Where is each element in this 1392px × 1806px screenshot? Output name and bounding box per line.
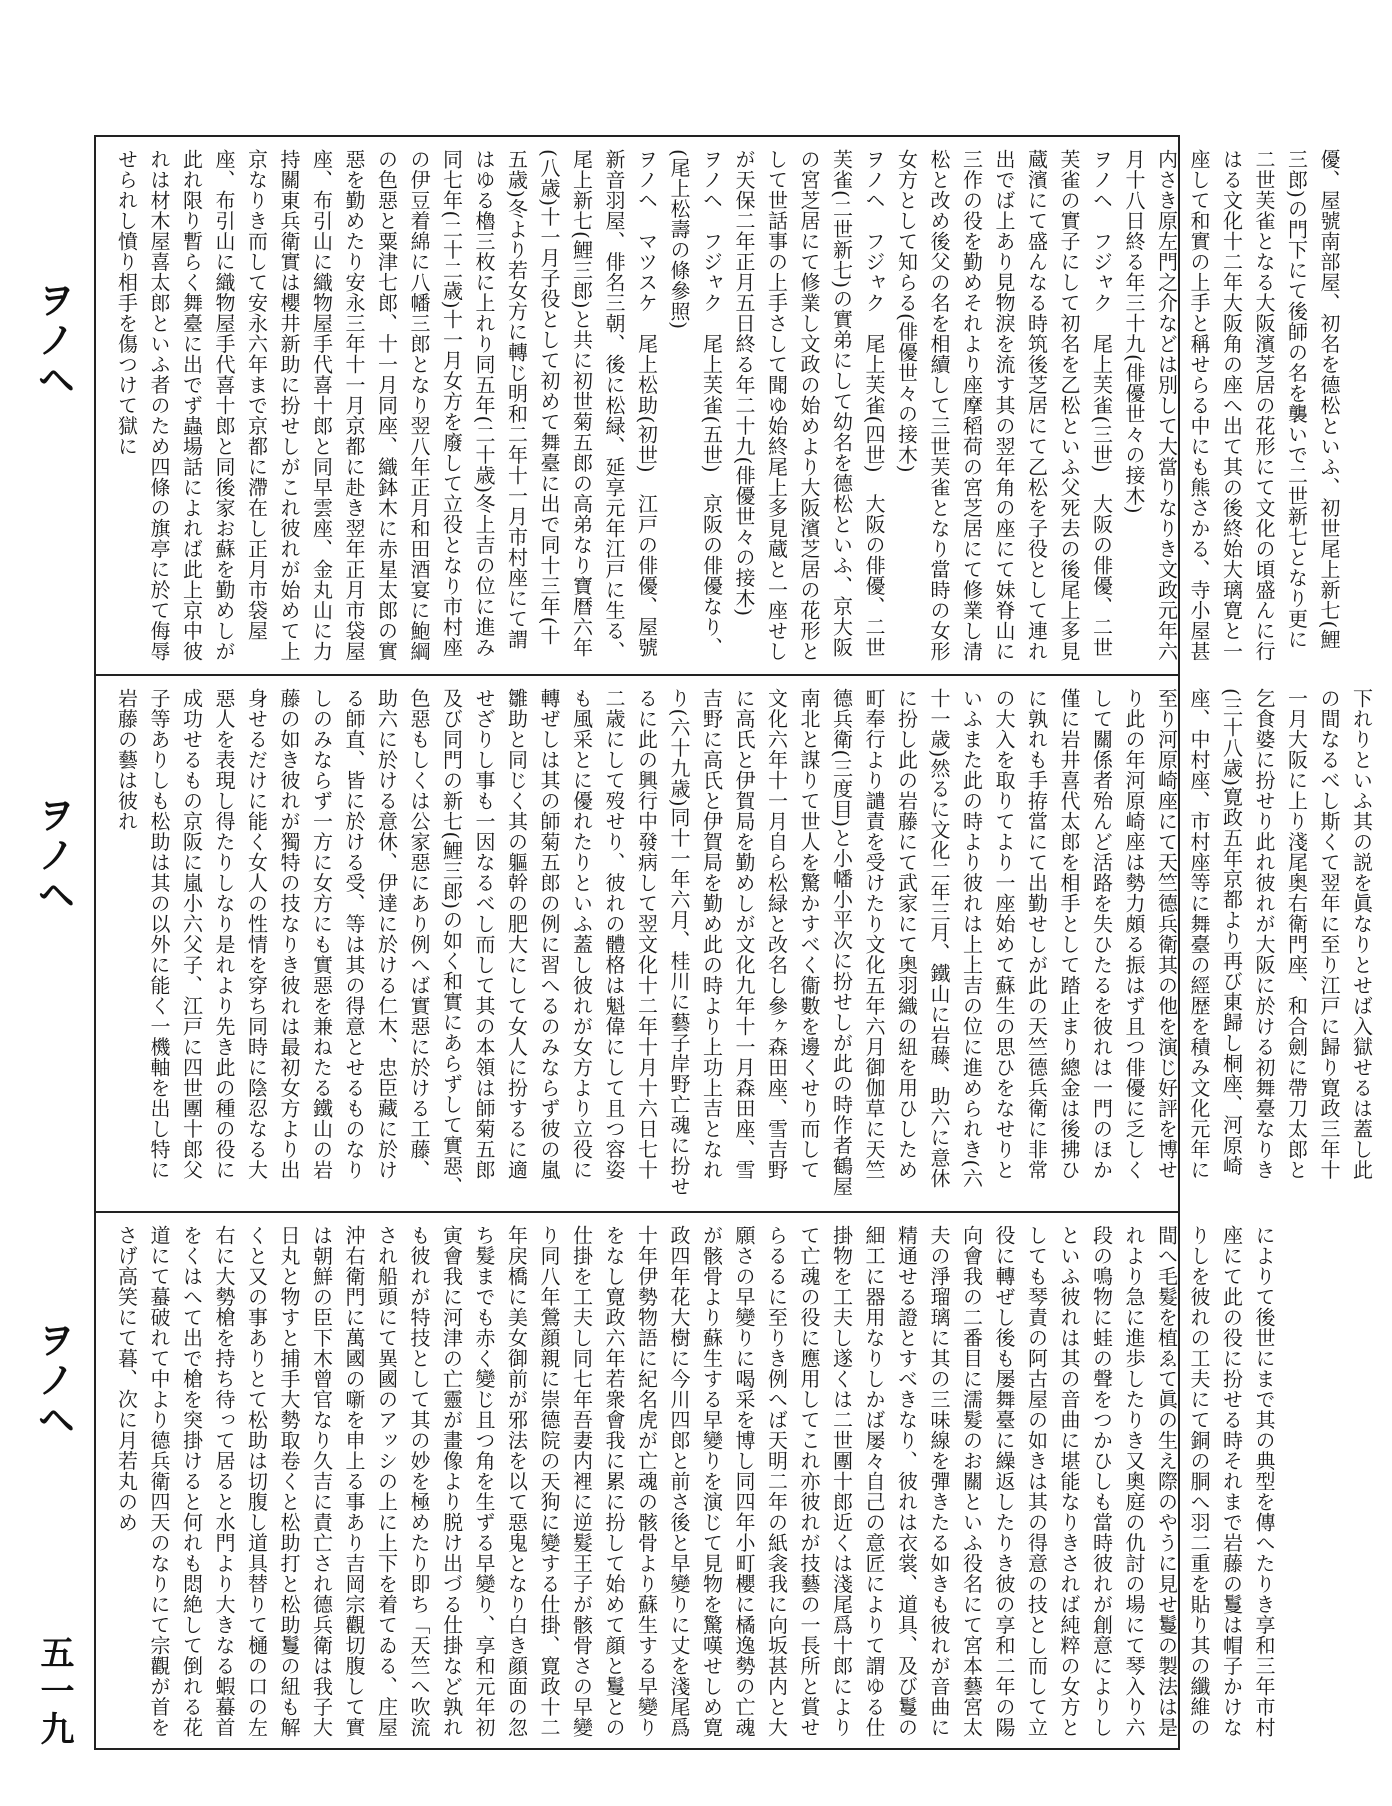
page-number: 五一九 (34, 1635, 74, 1749)
running-head-middle: ヲノヘ (31, 795, 76, 915)
text-column-top: 優、屋號南部屋、初名を德松といふ、初世尾上新七(鯉三郎)の門下にて後師の名を襲いで二世新七となり更に二世芙雀となる大阪濱芝居の花形にて文化の頃盛んに行はる文化十二年大阪角の座へ出て其の後終始大璃寛と一座して和實の上手と稱せらる中にも熊さかる、寺小屋甚内さき原左門之介などは別して大當りなりき文政元年六月十八日終る年三十九(俳優世々の接木) ヲノヘ フジャク 尾上芙雀(三世) 大阪の俳優、二世芙雀の實子にして初名を乙松といふ父死去の後尾上多見蔵濱にて盛んなる時筑後芝居にて乙松を子役として連れ出でば上あり見物淚を流す其の翌年角の座にて妹脊山に三作の役を勤めそれより座摩稻荷の宮芝居にて修業し清松と改め後父の名を相續して三世芙雀となり當時の女形女方として知らる(俳優世々の接木) ヲノヘ フジャク 尾上芙雀(四世) 大阪の俳優、二世芙雀(二世新七)の實弟にして幼名を德松といふ、京大阪の宮芝居にて修業し文政の始めより大阪濱芝居の花形として世話事の上手さして聞ゆ始終尾上多見蔵と一座せしが天保二年正月五日終る年二十九(俳優世々の接木) ヲノヘ フジャク 尾上芙雀(五世) 京阪の俳優なり、(尾上松壽の條參照) ヲノヘ マツスケ 尾上松助(初世) 江戸の俳優、屋號新音羽屋、俳名三朝、後に松緑、延享元年江戸に生る、尾上新七(鯉三郎)と共に初世菊五郎の高弟なり寶暦六年(八歳)十一月子役として初めて舞臺に出で同十三年(十五歳)冬より若女方に轉じ明和二年十一月市村座にて謂はゆる櫓三枚に上れり同五年(二十歳)冬上吉の位に進み同七年(二十二歳)十一月女方を廢して立役となり市村座の伊豆着綿に八幡三郎となり翌八年正月和田酒宴に鮑綱の色惡と粟津七郎、十一月同座、織鉢木に赤星太郎の實惡を勤めたり安永三年十一月京都に赴き翌年正月市袋屋座、布引山に織物屋手代喜十郎と同早雲座、金丸山に力持關東兵衛實は櫻井新助に扮せしがこれ彼れが始めて上京なりき而して安永六年まで京都に滯在し正月市袋屋座、布引山に織物屋手代喜十郎と同後家お蘇を勤めしが此れ限り暫らく舞臺に出でず蟲場話によれば此上京中彼れは材木屋喜太郎といふ者のため四條の旗亭に於て侮辱せられし憤り相手を傷つけて獄に (114, 149, 1341, 662)
text-band-middle (96, 676, 1374, 1211)
text-column-bottom: によりて後世にまで其の典型を傳へたりき享和三年市村座にて此の役に扮せる時それまで岩藤の鬘は帽子かけなりしを彼れの工夫にて銅の胴へ羽二重を貼り其の纖維の間へ毛髮を植ゑて眞の生え際のやうに見せ鬘の製法は是れより急に進歩したりき又奧庭の仇討の場にて琴入り六段の鳴物に蛙の聲をつかひしも當時彼れが創意によりしといふ彼れは其の音曲に堪能なりきされば純粹の女方としても琴責の阿古屋の如きは其の得意の技とし而して立役に轉ぜし後も屡舞臺に繰返したりき彼の享和二年の陽向會我の二番目に濡髮のお關といふ役名にて宮本藝宮太夫の淨瑠璃に其の三味線を彈きたる如きも彼れが音曲に精通せる證とすべきなり、彼れは衣裳、道具、及び鬘の細工に器用なりしかば屡々自己の意匠によりて謂ゆる仕掛物を工夫し遂くは二世團十郎近くは淺尾爲十郎によりて亡魂の役に應用してこれ亦彼れが技藝の一長所と賞せらるるに至りき例へば天明二年の紙衾我に向坂甚内と大願さの早變りに喝采を博し同四年小町櫻に橘逸勢の亡魂が骸骨より蘇生する早變りを演じて見物を驚嘆せしめ寛政四年花大樹に今川四郎と前さ後と早變りに丈を淺尾爲十年伊勢物語に紀名虎が亡魂の骸骨より蘇生する早變りをなし寛政六年若衆會我に累に扮して始めて顔と鬘との仕掛を工夫し同七年吾妻内裡に逆髮王子が骸骨さの早變り同八年鶯顔親に崇德院の天狗に變する仕掛、寛政十二年戻橋に美女御前が邪法を以て惡鬼となり白き顔面の忽ち髮までも赤く變じ且つ角を生ずる早變り、享和元年初寅會我に河津の亡靈が畫像より脱け出づる仕掛など孰れも彼れが特技として其の妙を極めたり即ち「天竺へ吹流され船頭にて異國のアッシの上に上下を着てゐる、庄屋沖右衛門に萬國の噺を申上る事あり吉岡宗觀切腹して實は朝鮮の臣下木曾官なり久吉に責亡され德兵衛は我子大日丸と物すと捕手大勢取卷くと松助打と松助鬘の紐も解くと又の事ありとて松助は切腹し道具替りて樋の口の左右に大勢槍を持ち待って居ると水門より大きなる蝦蟇首をくはへて出で槍を突掛けると何れも悶絶して倒れる花道にて蟇破れて中より德兵衛四天のなりにて宗觀が首をさげ高笑にて暮、次に月若丸のめ (114, 1225, 1276, 1738)
text-column-middle: 下れりといふ其の説を眞なりとせば入獄せるは蓋し此の間なるべし斯くて翌年に至り江戸に歸り寛政三年十一月大阪に上り淺尾奥右衛門座、和合劍に帶刀太郎と乞食婆に扮せり此れ彼れが大阪に於ける初舞臺なりき(三十八歳)寛政五年京都より再び東歸し桐座、河原崎座、中村座、市村座等に舞臺の經歴を積み文化元年に至り河原崎座にて天竺德兵衛其の他を演じ好評を博せり此の年河原崎座は勢力頗る振はず且つ俳優に乏しくして關係者殆んど活路を失ひたるを彼れは一門のほか僅に岩井喜代太郎を相手として踏止まり總金は後拂ひに孰れも手拵當にて出勤せしが此の天竺德兵衛に非常の大入を取りてより一座始めて蘇生の思ひをなせりといふまた此の時より彼れは上上吉の位に進められき(六十一歳)然るに文化二年三月、鐵山に岩藤、助六に意休に扮し此の岩藤にて武家にて奥羽織の紐を用ひしため町奉行より譴責を受けたり文化五年六月御伽草に天竺德兵衛(三度目)と小幡小平次に扮せしが此の時作者鶴屋南北と謀りて世人を驚かすべく衞數を邊くせり而して文化六年十一月自ら松緑と改名し參ヶ森田座、雪吉野に高氏と伊賀局を勤めしが文化九年十一月森田座、雪吉野に高氏と伊賀局を勤め此の時より上功上吉となれり(六十九歳)同十一年六月、桂川に藝子岸野亡魂に扮せるに此の興行中發病して翌文化十二年十月十六日七十二歳にして歿せり、彼れの體格は魁偉にして且つ容姿も風采とに優れたりといふ蓋し彼れが女方より立役に轉ぜしは其の師菊五郎の例に習へるのみならず彼の嵐雛助と同じく其の軀幹の肥大にして女人に扮するに適せざりし事も一因なるべし而して其の本領は師菊五郎及び同門の新七(鯉三郎)の如く和實にあらずして實惡、色惡もしくは公家惡にあり例へば實惡に於ける工藤、助六に於ける意休、伊達に於ける仁木、忠臣藏に於ける師直、皆に於ける受、等は其の得意とせるものなりしのみならず一方に女方にも實惡を兼ねたる鐵山の岩藤の如き彼れが獨特の技なりき彼れは最初女方より出身せるだけに能く女人の性情を穿ち同時に陰忍なる大惡人を表現し得たりしなり是れより先き此の種の役に成功せるもの京阪に嵐小六父子、江戸に四世團十郎父子等ありしも松助は其の以外に能く一機軸を出し特に岩藤の藝は彼れ (114, 688, 1374, 1197)
running-head-top: ヲノヘ (31, 280, 76, 400)
text-band-bottom (96, 1213, 1276, 1750)
page-frame (94, 135, 1374, 1750)
text-band-top (96, 137, 1341, 674)
running-head-bottom: ヲノヘ (31, 1320, 76, 1440)
